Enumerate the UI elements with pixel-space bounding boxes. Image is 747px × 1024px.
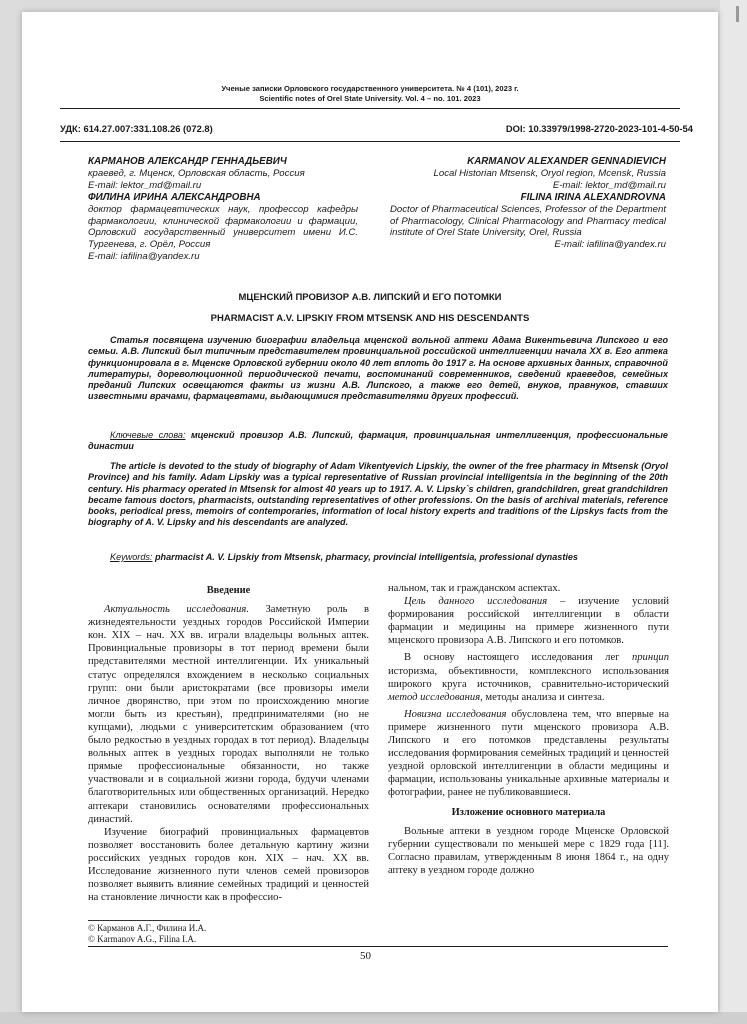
- paragraph-novelty: [388, 708, 669, 800]
- author-en-1-affiliation: Local Historian Mtsensk, Oryol region, Mcensk, Russia: [433, 167, 666, 179]
- abstract-en: The article is devoted to the study of biography of Adam Vikentyevich Lipskiy, the owner of the free pharmacy in Mtsensk (Oryol Province) and his family. Adam Lipskiy was a typical representative of Russian provincial intelligentsia in the beginning of the 20th century. His pharmacy operated in Mtsensk for almost 40 years up to 1917. A. V. Lipsky`s children, grandchildren, great grandchildren became famous doctors, pharmacists, outstanding representatives of other professions. On the basis of archival materials, reference books, periodical press, memoirs of contemporaries, information of local history experts and traditions of the Lipskys facts from the biography of A. V. Lipsky and his descendants are analyzed.: [88, 461, 668, 528]
- meta-rule: [60, 141, 680, 142]
- author-en-2-email: E-mail: iafilina@yandex.ru: [554, 239, 666, 251]
- author-ru-1-name: КАРМАНОВ АЛЕКСАНДР ГЕННАДЬЕВИЧ: [88, 156, 287, 167]
- footnote-en: © Karmanov A.G., Filina I.A.: [88, 934, 197, 944]
- author-ru-1-email: E-mail: lektor_md@mail.ru: [88, 179, 202, 191]
- goal-lead: Цель данного исследования: [404, 596, 548, 608]
- paragraph-goal: [388, 595, 669, 647]
- author-en-1-email: E-mail: lektor_md@mail.ru: [552, 179, 666, 191]
- keywords-ru: [88, 430, 668, 453]
- novelty-lead: Новизна исследования: [404, 708, 507, 720]
- journal-title-en: Scientific notes of Orel State University. Vol. 4 – no. 101. 2023: [259, 94, 481, 103]
- footnote-ru: © Карманов А.Г., Филина И.А.: [88, 923, 207, 933]
- journal-title-ru: Ученые записки Орловского государственного университета. № 4 (101), 2023 г.: [221, 84, 519, 93]
- footnote-rule: [88, 920, 200, 921]
- keywords-en-label: Keywords:: [110, 552, 153, 562]
- adjacent-page-bottom: [0, 1012, 747, 1024]
- title-ru: МЦЕНСКИЙ ПРОВИЗОР А.В. ЛИПСКИЙ И ЕГО ПОТОМКИ: [238, 292, 502, 303]
- header-rule: [60, 108, 680, 109]
- author-ru-2-name: ФИЛИНА ИРИНА АЛЕКСАНДРОВНА: [88, 192, 261, 203]
- novelty-text: обусловлена тем, что впервые на примере жизненного пути мценского провизора А.В. Липского и его потомков представлены результаты исследования формирования семейных традиций и ценностей уездной орловской интеллигенции в области медицины и фармации, использованы уникальные архивные материалы и фотографии, ранее не публиковавшиеся.: [388, 708, 669, 799]
- paragraph-relevance: [88, 603, 369, 826]
- keywords-ru-text: мценский провизор А.В. Липский, фармация, провинциальная интеллигенция, профессиональные династии: [88, 430, 668, 452]
- method-term: метод исследования: [388, 691, 481, 703]
- adjacent-page-edge: [720, 0, 747, 1024]
- method-principle: принцип: [631, 652, 669, 664]
- author-en-1-name: KARMANOV ALEXANDER GENNADIEVICH: [467, 156, 666, 167]
- author-ru-1: [88, 156, 358, 191]
- main-heading: Изложение основного материала: [451, 806, 606, 818]
- author-ru-2-affiliation: доктор фармацевтических наук, профессор кафедры фармакологии, клинической фармакологии и фармации, Орловский государственный университет имени И.С. Тургенева, г. Орёл, Россия: [88, 203, 358, 251]
- author-en-2-name: FILINA IRINA ALEXANDROVNA: [520, 192, 666, 203]
- paragraph-continued: нальном, так и гражданском аспектах.: [388, 583, 561, 594]
- body-column-left: [88, 582, 369, 904]
- intro-heading: Введение: [206, 585, 251, 596]
- author-en-1: [390, 156, 666, 191]
- body-column-right: [388, 582, 669, 877]
- relevance-text: Заметную роль в жизнедеятельности уездных городов Российской Империи кон. XIX – нач. XX вв. играли владельцы вольных аптек. Провинциальные провизоры в тот период времени были представителями местной интеллигенции. Их уникальный статус определялся вхождением в несколько социальных групп: они были аристократами (все провизоры имели личное дворянство, при этом по происхождению многие могли быть из крестьян), предпринимателями (но не купцами), людьми с университетским образованием (что было редкостью в уездных городах в тот период). Владельцы вольных аптек в уездных городах выполняли не только прямые профессиональные обязанности, но также участвовали и в социальной жизни города, будучи членами благотворительных или общественных организаций. Нередко аптекари становились основателями профессиональных династий.: [88, 604, 369, 825]
- adjacent-page-mark: [736, 6, 739, 22]
- author-en-2-affiliation: Doctor of Pharmaceutical Sciences, Professor of the Department of Pharmacology, Clinical Pharmacology and Pharmacy medical institute of Orel State University, Orel, Russia: [390, 203, 666, 239]
- title-en: PHARMACIST A.V. LIPSKIY FROM MTSENSK AND HIS DESCENDANTS: [210, 313, 530, 324]
- author-ru-2: [88, 192, 358, 263]
- author-ru-1-affiliation: краевед, г. Мценск, Орловская область, Россия: [88, 167, 305, 179]
- method-text-a: В основу настоящего исследования лег: [404, 652, 632, 664]
- paragraph-pharmacies: Вольные аптеки в уездном городе Мценске Орловской губернии существовали по меньшей мере с 1829 года [11]. Согласно правилам, утвержденным 8 июня 1864 г., на одну аптеку в уездном городе должно: [388, 825, 669, 876]
- method-text-c: , методы анализа и синтеза.: [480, 691, 605, 703]
- paragraph-method: [388, 651, 669, 703]
- keywords-en: [88, 552, 668, 563]
- abstract-ru: Статья посвящена изучению биографии владельца мценской вольной аптеки Адама Викентьевича Липского и его семьи. А.В. Липский был типичным представителем провинциальной российской интеллигенции начала XX в. Его аптека функционировала в г. Мценске Орловской губернии около 40 лет вплоть до 1917 г. На основе архивных данных, справочной литературы, дореволюционной периодической печати, воспоминаний современников, сведений краеведов, семейных преданий Липских освещаются факты из жизни А.В. Липского, а также его детей, внуков, правнуков, ставших известными врачами, фармацевтами, выдающимися представителями других профессий.: [88, 335, 668, 402]
- udc-code: УДК: 614.27.007:331.108.26 (072.8): [60, 123, 213, 134]
- author-ru-2-email: E-mail: iafilina@yandex.ru: [88, 250, 200, 262]
- keywords-en-text: pharmacist A. V. Lipskiy from Mtsensk, pharmacy, provincial intelligentsia, professional dynasties: [152, 552, 578, 562]
- goal-text: – изучение условий формирования российской интеллигенции в области фармации и медицины на примере жизненного пути мценского провизора А.В. Липского и его потомков.: [388, 596, 669, 647]
- method-text-b: историзма, объективности, комплексного использования широкого круга источников, сравнительно-исторический: [388, 665, 669, 690]
- relevance-lead: Актуальность исследования.: [104, 604, 249, 616]
- journal-header: [60, 84, 680, 104]
- page-number: 50: [360, 950, 371, 962]
- doi-code: DOI: 10.33979/1998-2720-2023-101-4-50-54: [505, 123, 693, 134]
- paragraph-study: Изучение биографий провинциальных фармацевтов позволяет восстановить более детальную картину жизни российских уездных городов кон. XIX – нач. XX вв. Исследование жизненного пути членов семей провизоров позволяет выявить влияние семейных традиций и ценностей на становление личности как в профессио-: [88, 826, 369, 904]
- author-en-2: [390, 192, 666, 251]
- page-rule: [88, 946, 668, 947]
- keywords-ru-label: Ключевые слова:: [110, 430, 186, 440]
